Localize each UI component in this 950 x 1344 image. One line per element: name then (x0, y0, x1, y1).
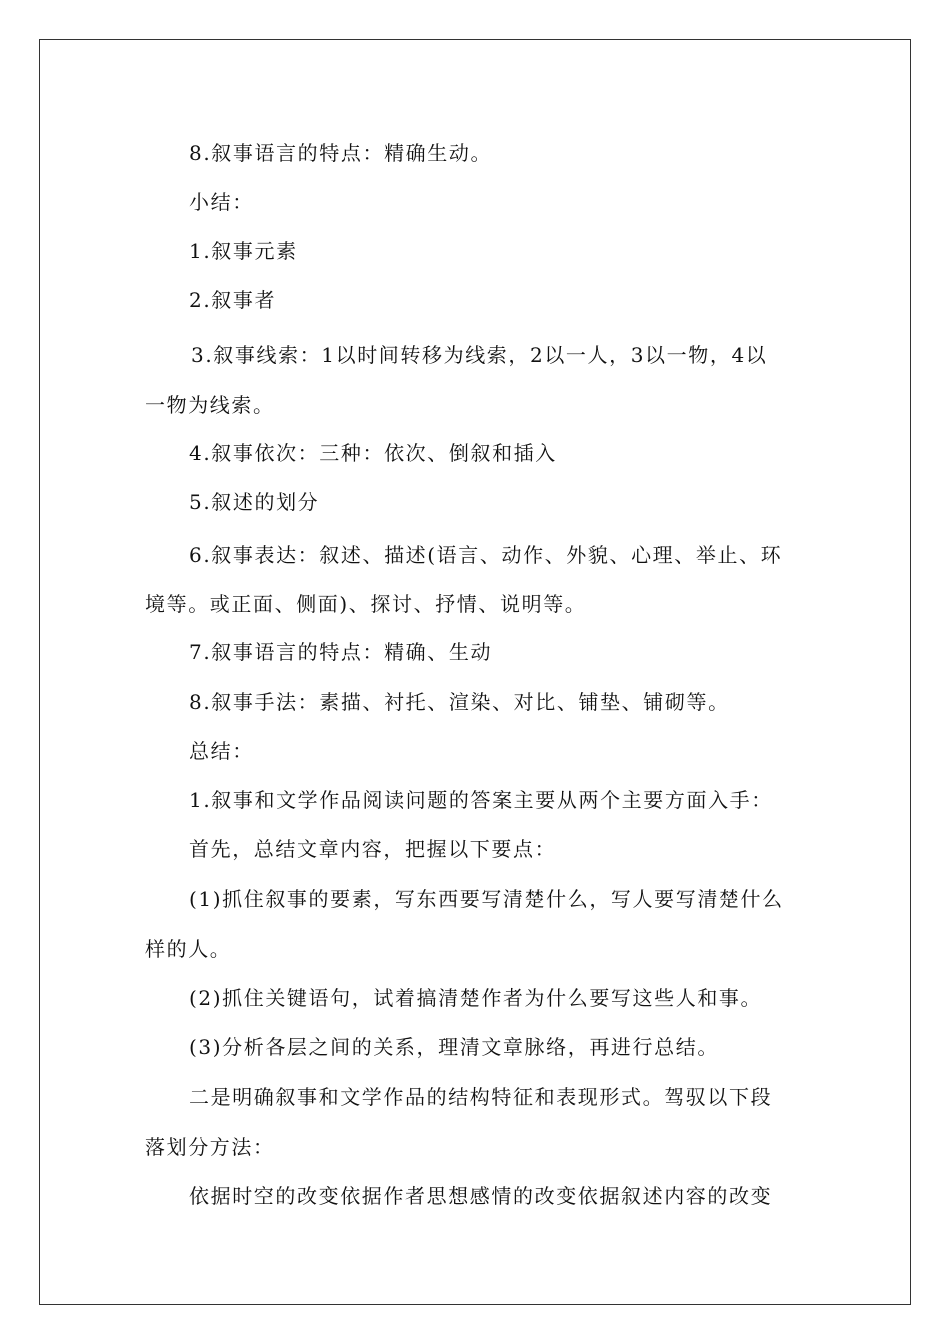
paragraph-line: 1.叙事和文学作品阅读问题的答案主要从两个主要方面入手： (189, 788, 773, 812)
paragraph-line: 1.叙事元素 (189, 239, 298, 263)
paragraph-line: 2.叙事者 (189, 288, 277, 312)
paragraph-line: (1)抓住叙事的要素，写东西要写清楚什么，写人要写清楚什么 (189, 887, 784, 911)
paragraph-line: 7.叙事语言的特点：精确、生动 (189, 640, 493, 664)
paragraph-line: 5.叙述的划分 (189, 490, 320, 514)
paragraph-line: 总结： (189, 739, 254, 763)
paragraph-line: 4.叙事依次：三种：依次、倒叙和插入 (189, 441, 557, 465)
paragraph-line: (2)抓住关键语句，试着搞清楚作者为什么要写这些人和事。 (189, 986, 763, 1010)
paragraph-line: (3)分析各层之间的关系，理清文章脉络，再进行总结。 (189, 1035, 719, 1059)
paragraph-line: 落划分方法： (145, 1135, 275, 1159)
paragraph-line: 8.叙事语言的特点：精确生动。 (189, 141, 493, 165)
paragraph-line: 8.叙事手法：素描、衬托、渲染、对比、铺垫、铺砌等。 (189, 690, 730, 714)
paragraph-line: 依据时空的改变依据作者思想感情的改变依据叙述内容的改变 (189, 1184, 773, 1208)
paragraph-line: 3.叙事线索：1以时间转移为线索，2以一人，3以一物，4以 (191, 343, 768, 367)
paragraph-line: 小结： (189, 190, 254, 214)
paragraph-line: 境等。或正面、侧面)、探讨、抒情、说明等。 (145, 592, 587, 616)
paragraph-line: 样的人。 (145, 937, 232, 961)
paragraph-line: 二是明确叙事和文学作品的结构特征和表现形式。驾驭以下段 (189, 1085, 773, 1109)
paragraph-line: 首先，总结文章内容，把握以下要点： (189, 837, 557, 861)
paragraph-line: 一物为线索。 (145, 393, 275, 417)
paragraph-line: 6.叙事表达：叙述、描述(语言、动作、外貌、心理、举止、环 (189, 543, 783, 567)
